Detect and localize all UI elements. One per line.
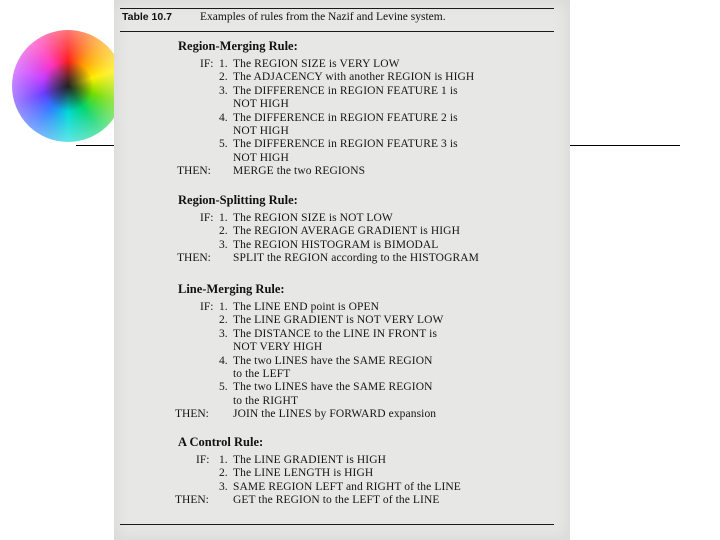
- condition-text: The DIFFERENCE in REGION FEATURE 2 is: [233, 111, 458, 124]
- table-caption-text: Examples of rules from the Nazif and Levine system.: [200, 11, 446, 23]
- condition-text: The LINE END point is OPEN: [233, 301, 380, 313]
- slide-divider-right: [570, 145, 680, 146]
- condition-text: The ADJACENCY with another REGION is HIGH: [233, 71, 475, 84]
- table-top-rule: [120, 8, 554, 9]
- condition-number: 2.: [219, 314, 228, 327]
- then-keyword: THEN:: [177, 252, 211, 265]
- condition-text: The DIFFERENCE in REGION FEATURE 3 is: [233, 138, 458, 151]
- if-keyword: IF:: [200, 58, 214, 70]
- then-keyword: THEN:: [177, 165, 211, 178]
- condition-number: 5.: [219, 138, 228, 151]
- condition-number: 1.: [219, 58, 228, 70]
- table-label: Table 10.7: [122, 11, 172, 23]
- condition-text: The REGION SIZE is VERY LOW: [233, 58, 400, 70]
- condition-text: NOT HIGH: [233, 151, 289, 164]
- condition-number: 1.: [219, 212, 228, 224]
- table-bottom-rule: [120, 524, 554, 525]
- condition-text: The DIFFERENCE in REGION FEATURE 1 is: [233, 84, 458, 97]
- condition-number: 3.: [219, 84, 228, 97]
- condition-number: 1.: [219, 301, 228, 313]
- condition-number: 2.: [219, 71, 228, 84]
- condition-text: The REGION SIZE is NOT LOW: [233, 212, 393, 224]
- condition-number: 5.: [219, 381, 228, 394]
- condition-number: 1.: [219, 454, 228, 466]
- condition-text: The REGION HISTOGRAM is BIMODAL: [233, 238, 439, 251]
- condition-text: The LINE LENGTH is HIGH: [233, 467, 374, 480]
- condition-text: NOT VERY HIGH: [233, 341, 323, 354]
- condition-text: NOT HIGH: [233, 125, 289, 137]
- table-caption-rule: [120, 31, 554, 32]
- condition-text: to the RIGHT: [233, 394, 299, 407]
- condition-text: to the LEFT: [233, 368, 291, 380]
- rule-title: A Control Rule:: [178, 435, 264, 449]
- condition-text: The LINE GRADIENT is NOT VERY LOW: [233, 314, 444, 327]
- rule-action: SPLIT the REGION according to the HISTOGRAM: [233, 252, 479, 265]
- color-wheel-logo: [12, 30, 124, 142]
- condition-number: 4.: [219, 354, 228, 367]
- condition-text: The two LINES have the SAME REGION: [233, 381, 433, 394]
- rule-action: MERGE the two REGIONS: [233, 165, 366, 178]
- condition-text: The two LINES have the SAME REGION: [233, 354, 433, 367]
- condition-number: 2.: [219, 467, 228, 480]
- condition-number: 3.: [219, 480, 228, 493]
- rule-title: Line-Merging Rule:: [178, 282, 285, 296]
- condition-number: 3.: [219, 238, 228, 251]
- if-keyword: IF:: [196, 454, 210, 466]
- condition-number: 4.: [219, 111, 228, 124]
- condition-text: The DISTANCE to the LINE IN FRONT is: [233, 327, 438, 340]
- rule-title: Region-Splitting Rule:: [178, 193, 298, 207]
- condition-text: The LINE GRADIENT is HIGH: [233, 454, 387, 466]
- condition-text: NOT HIGH: [233, 98, 289, 111]
- rule-action: GET the REGION to the LEFT of the LINE: [233, 494, 440, 507]
- table-caption: [122, 11, 554, 23]
- rule-action: JOIN the LINES by FORWARD expansion: [233, 408, 437, 421]
- if-keyword: IF:: [200, 301, 214, 313]
- condition-number: 2.: [219, 225, 228, 238]
- then-keyword: THEN:: [175, 408, 209, 421]
- condition-text: The REGION AVERAGE GRADIENT is HIGH: [233, 225, 460, 238]
- if-keyword: IF:: [200, 212, 214, 224]
- condition-number: 3.: [219, 327, 228, 340]
- then-keyword: THEN:: [175, 494, 209, 507]
- scanned-page: [114, 0, 570, 540]
- condition-text: SAME REGION LEFT and RIGHT of the LINE: [233, 480, 461, 493]
- rule-title: Region-Merging Rule:: [178, 39, 298, 53]
